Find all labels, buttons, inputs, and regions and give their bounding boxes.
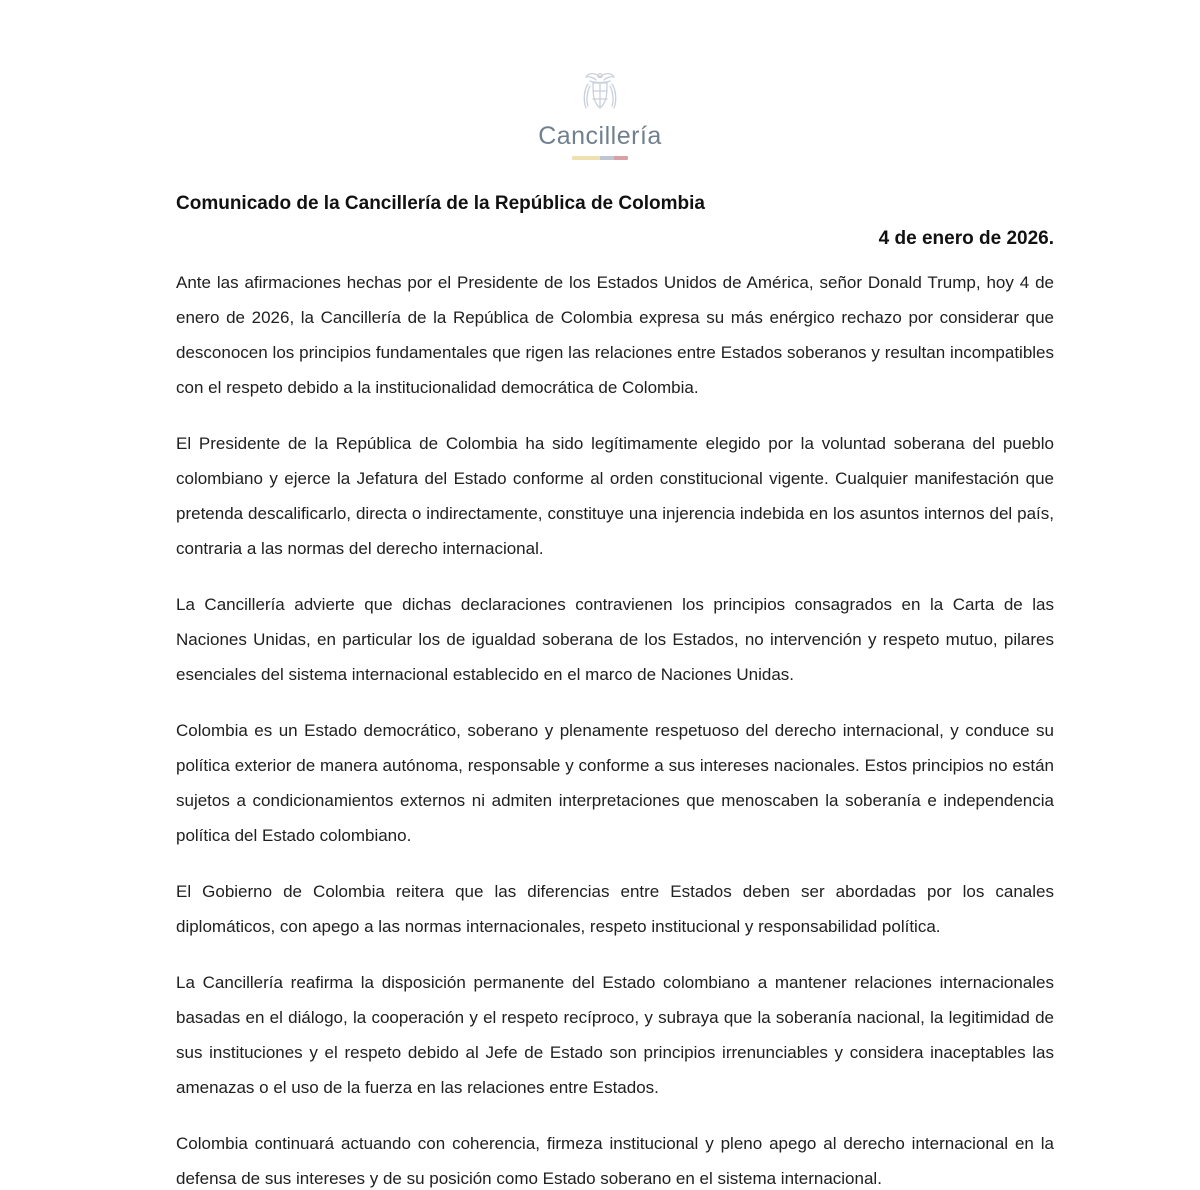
- paragraph-1: Ante las afirmaciones hechas por el Presidente de los Estados Unidos de América, señor Donald Trump, hoy 4 de enero de 2026, la Cancillería de la República de Colombia expresa su más enérgico rechazo por considerar que desconocen los principios fundamentales que rigen las relaciones entre Estados soberanos y resultan incompatibles con el respeto debido a la institucionalidad democrática de Colombia.: [176, 273, 1054, 397]
- paragraph-7: Colombia continuará actuando con coherencia, firmeza institucional y pleno apego al derecho internacional en la defensa de sus intereses y de su posición como Estado soberano en el sistema internacional.: [176, 1134, 1054, 1188]
- paragraph-4: Colombia es un Estado democrático, soberano y plenamente respetuoso del derecho internacional, y conduce su política exterior de manera autónoma, responsable y conforme a sus intereses nacionales. Estos principios no están sujetos a condicionamientos externos ni admiten interpretaciones que menoscaben la soberanía e independencia política del Estado colombiano.: [176, 721, 1054, 845]
- paragraph-6: La Cancillería reafirma la disposición permanente del Estado colombiano a mantener relaciones internacionales basadas en el diálogo, la cooperación y el respeto recíproco, y subraya que la soberanía nacional, la legitimidad de sus instituciones y el respeto debido al Jefe de Estado son principios irrenunciables y considera inaceptables las amenazas o el uso de la fuerza en las relaciones entre Estados.: [176, 973, 1054, 1097]
- colombia-coat-of-arms-icon: [576, 70, 624, 120]
- communique-document: [176, 192, 1054, 1190]
- document-date: 4 de enero de 2026.: [878, 228, 1054, 249]
- paragraph-5: El Gobierno de Colombia reitera que las diferencias entre Estados deben ser abordadas por los canales diplomáticos, con apego a las normas internacionales, respeto institucional y responsabilidad política.: [176, 882, 1054, 936]
- logo-wordmark: Cancillería: [538, 122, 662, 150]
- paragraph-3: La Cancillería advierte que dichas declaraciones contravienen los principios consagrados en la Carta de las Naciones Unidas, en particular los de igualdad soberana de los Estados, no intervención y respeto mutuo, pilares esenciales del sistema internacional establecido en el marco de Naciones Unidas.: [176, 595, 1054, 684]
- cancilleria-logo: [0, 0, 1200, 160]
- colombia-flag-stripe-icon: [572, 156, 628, 160]
- document-body: [176, 265, 1054, 1190]
- paragraph-2: El Presidente de la República de Colombia ha sido legítimamente elegido por la voluntad soberana del pueblo colombiano y ejerce la Jefatura del Estado conforme al orden constitucional vigente. Cualquier manifestación que pretenda descalificarlo, directa o indirectamente, constituye una injerencia indebida en los asuntos internos del país, contraria a las normas del derecho internacional.: [176, 434, 1054, 558]
- document-title: Comunicado de la Cancillería de la República de Colombia: [176, 193, 705, 214]
